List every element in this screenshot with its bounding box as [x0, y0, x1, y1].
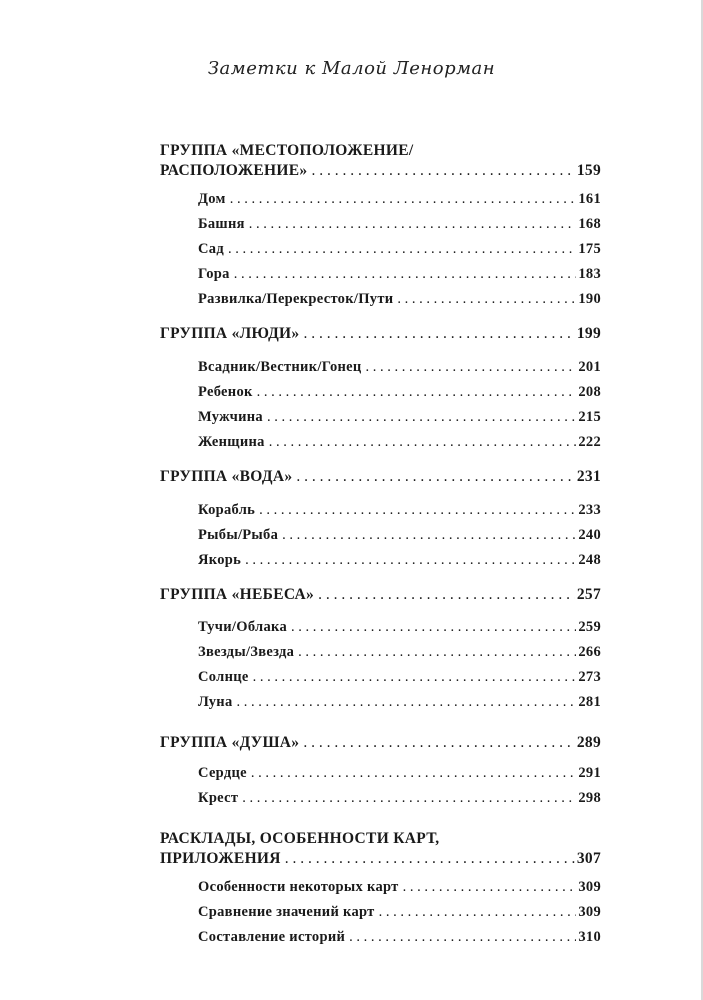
group-title-line: РАСКЛАДЫ, ОСОБЕННОСТИ КАРТ, — [160, 830, 440, 847]
toc-entry[interactable] — [198, 287, 601, 312]
dot-leader — [253, 665, 577, 690]
page-number: 273 — [578, 669, 601, 685]
dot-leader — [230, 187, 577, 212]
page-number: 307 — [576, 850, 601, 867]
entry-title: Особенности некоторых карт — [198, 879, 399, 895]
dot-leader — [285, 849, 575, 869]
page-number: 183 — [578, 266, 601, 282]
toc-entry[interactable] — [198, 548, 601, 573]
toc-entry[interactable] — [198, 430, 601, 455]
dot-leader — [349, 925, 576, 950]
toc-entry[interactable] — [198, 405, 601, 430]
dot-leader — [303, 324, 574, 344]
toc-entry[interactable] — [198, 615, 601, 640]
entry-title: Всадник/Вестник/Гонец — [198, 359, 362, 375]
dot-leader — [318, 585, 575, 605]
toc-group-entry[interactable] — [160, 324, 601, 344]
dot-leader — [267, 405, 576, 430]
entry-title: РАСПОЛОЖЕНИЕ» — [160, 162, 308, 179]
toc-entry[interactable] — [198, 187, 601, 212]
toc-subentries — [198, 615, 601, 715]
entry-title: Солнце — [198, 669, 249, 685]
entry-title: Сад — [198, 241, 224, 257]
toc-entry[interactable] — [198, 640, 601, 665]
entry-title: ПРИЛОЖЕНИЯ — [160, 850, 281, 867]
dot-leader — [259, 498, 576, 523]
toc-entry[interactable] — [198, 262, 601, 287]
dot-leader — [237, 690, 577, 715]
entry-title: Тучи/Облака — [198, 619, 287, 635]
entry-title: ГРУППА «НЕБЕСА» — [160, 586, 315, 603]
toc-group-entry[interactable] — [160, 733, 601, 753]
page-number: 309 — [578, 879, 601, 895]
toc-group — [160, 467, 601, 573]
toc-subentries — [198, 498, 601, 573]
toc-group — [160, 733, 601, 811]
toc-subentries — [198, 875, 601, 950]
page-number: 161 — [578, 191, 601, 207]
running-head: Заметки к Малой Ленорман — [207, 58, 496, 79]
entry-title: Гора — [198, 266, 230, 282]
entry-title: Крест — [198, 790, 239, 806]
dot-leader — [397, 287, 576, 312]
entry-title: Сердце — [198, 765, 247, 781]
page-number: 298 — [578, 790, 601, 806]
toc-entry[interactable] — [198, 665, 601, 690]
page-number: 257 — [576, 586, 601, 603]
page-number: 266 — [578, 644, 601, 660]
toc-entry[interactable] — [198, 690, 601, 715]
entry-title: Корабль — [198, 502, 256, 518]
entry-title: Рыбы/Рыба — [198, 527, 279, 543]
page-number: 201 — [578, 359, 601, 375]
dot-leader — [298, 640, 576, 665]
dot-leader — [257, 380, 577, 405]
entry-title: Сравнение значений карт — [198, 904, 375, 920]
page-number: 190 — [578, 291, 601, 307]
page-number: 240 — [578, 527, 601, 543]
toc-entry[interactable] — [198, 925, 601, 950]
dot-leader — [234, 262, 577, 287]
entry-title: Развилка/Перекресток/Пути — [198, 291, 394, 307]
toc-subentries — [198, 761, 601, 811]
page-number: 215 — [578, 409, 601, 425]
dot-leader — [249, 212, 577, 237]
toc-entry[interactable] — [198, 212, 601, 237]
toc-group — [160, 141, 601, 312]
toc-group — [160, 324, 601, 455]
entry-title: ГРУППА «ВОДА» — [160, 468, 293, 485]
dot-leader — [403, 875, 577, 900]
page-number: 281 — [578, 694, 601, 710]
entry-title: Женщина — [198, 434, 265, 450]
toc-entry[interactable] — [198, 761, 601, 786]
entry-title: Звезды/Звезда — [198, 644, 295, 660]
entry-title: Мужчина — [198, 409, 263, 425]
dot-leader — [251, 761, 576, 786]
page-number: 175 — [578, 241, 601, 257]
page-number: 208 — [578, 384, 601, 400]
toc-group-entry[interactable] — [160, 849, 601, 869]
toc-entry[interactable] — [198, 380, 601, 405]
table-of-contents — [160, 141, 601, 950]
page-number: 231 — [576, 468, 601, 485]
toc-group-entry[interactable] — [160, 585, 601, 605]
page-number: 310 — [578, 929, 601, 945]
dot-leader — [269, 430, 577, 455]
page-number: 159 — [576, 162, 601, 179]
group-title-line: ГРУППА «МЕСТОПОЛОЖЕНИЕ/ — [160, 142, 414, 159]
dot-leader — [296, 467, 574, 487]
toc-entry[interactable] — [198, 498, 601, 523]
page-number: 259 — [578, 619, 601, 635]
page-number: 199 — [576, 325, 601, 342]
dot-leader — [242, 786, 576, 811]
dot-leader — [379, 900, 577, 925]
entry-title: Составление историй — [198, 929, 346, 945]
dot-leader — [291, 615, 576, 640]
dot-leader — [228, 237, 576, 262]
entry-title: Дом — [198, 191, 226, 207]
dot-leader — [245, 548, 576, 573]
dot-leader — [311, 161, 574, 181]
entry-title: ГРУППА «ЛЮДИ» — [160, 325, 300, 342]
toc-entry[interactable] — [198, 786, 601, 811]
toc-entry[interactable] — [198, 237, 601, 262]
toc-group-entry[interactable] — [160, 467, 601, 487]
toc-entry[interactable] — [198, 900, 601, 925]
entry-title: ГРУППА «ДУША» — [160, 734, 300, 751]
page-number: 309 — [578, 904, 601, 920]
entry-title: Ребенок — [198, 384, 253, 400]
toc-entry[interactable] — [198, 875, 601, 900]
toc-group-entry[interactable] — [160, 161, 601, 181]
dot-leader — [303, 733, 575, 753]
toc-subentries — [198, 355, 601, 455]
toc-group — [160, 829, 601, 950]
dot-leader — [366, 355, 577, 380]
page-number: 291 — [578, 765, 601, 781]
entry-title: Луна — [198, 694, 233, 710]
entry-title: Якорь — [198, 552, 242, 568]
entry-title: Башня — [198, 216, 245, 232]
toc-subentries — [198, 187, 601, 312]
dot-leader — [282, 523, 576, 548]
page-number: 233 — [578, 502, 601, 518]
page-number: 168 — [578, 216, 601, 232]
page-number: 222 — [578, 434, 601, 450]
page-number: 248 — [578, 552, 601, 568]
toc-entry[interactable] — [198, 355, 601, 380]
page-number: 289 — [576, 734, 601, 751]
toc-entry[interactable] — [198, 523, 601, 548]
toc-group — [160, 585, 601, 715]
